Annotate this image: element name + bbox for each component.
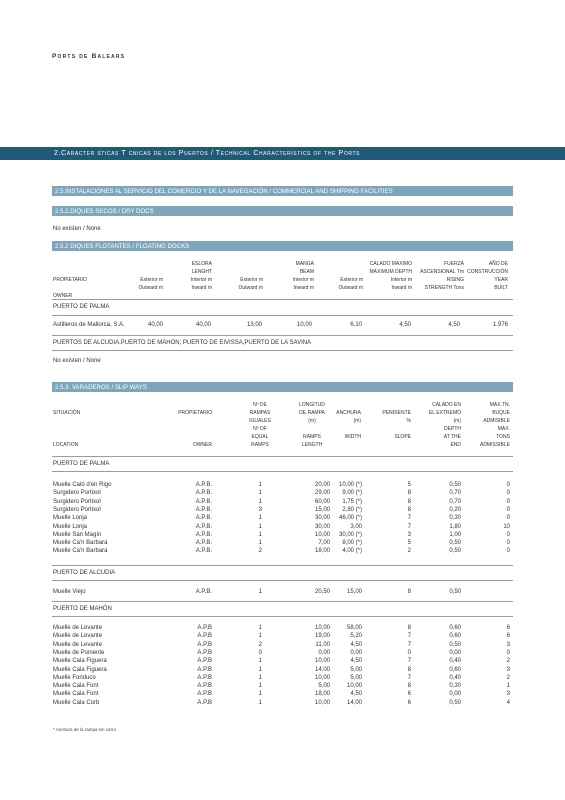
sw-owner-cell: A.P.B: [197, 625, 212, 631]
divider: [52, 335, 513, 336]
sw-owner-cell: A.P.B.: [195, 523, 212, 530]
fd-header-fuerza: FUERZA ASCENSIONAL Tm RISING STRENGTH Tons: [420, 261, 464, 291]
sw-width-cell: 4,50: [350, 658, 362, 665]
sw-ramps-cell: 1: [258, 633, 262, 640]
sw-slope-cell: 7: [407, 658, 411, 665]
sw-tons-cell: 0: [506, 498, 510, 505]
fd-cell: 13,00: [246, 322, 262, 328]
sw-owner-cell: A.P.B: [197, 633, 212, 640]
sw-depth-cell: 0,00: [449, 649, 461, 656]
sw-location-cell: Muelle Cala Figuera: [53, 666, 107, 673]
fd-cell: 40,00: [147, 322, 163, 328]
sw-ramps-cell: 2: [258, 641, 262, 648]
sw-length-cell: 7,00: [318, 540, 330, 547]
table-row: [0, 691, 565, 699]
sw-group-label: PUERTO DE MAHÓN: [53, 606, 112, 612]
sw-width-cell: 15,00: [346, 589, 362, 595]
sw-ramps-cell: 1: [258, 683, 262, 690]
sw-location-cell: Muelle Ca'n Barbará: [53, 548, 108, 555]
sw-width-cell: 58,00: [346, 625, 362, 631]
section-2-5-2-bar: 2.5.2 DIQUES FLOTANTES / FLOATING DOCKS: [52, 241, 513, 251]
fd-owner-cell: Astilleros de Mallorca, S.A.: [53, 322, 125, 328]
sw-owner-cell: A.P.B.: [195, 515, 212, 522]
table-row: [0, 515, 565, 523]
sw-header-buque: MAX.TN. BUQUE ADMISIBLE MAX. TONS ADMISSIBLE: [479, 402, 510, 448]
divider: [52, 456, 513, 457]
sw-ramps-cell: 1: [258, 658, 262, 665]
sw-header-situacion: SITUACIÓN LOCATION: [53, 410, 81, 448]
sw-depth-cell: 0,50: [449, 641, 461, 648]
sw-length-cell: 30,00: [314, 515, 330, 522]
sw-slope-cell: 0: [407, 649, 411, 656]
sw-tons-cell: 0: [506, 649, 510, 656]
sw-location-cell: Muelle de Levante: [53, 625, 103, 631]
sw-location-cell: Muelle Cala Corb: [53, 699, 100, 706]
table-row: [0, 548, 565, 556]
table-row: [0, 658, 565, 666]
sw-depth-cell: 0,50: [449, 589, 461, 595]
sw-depth-cell: 0,00: [449, 691, 461, 698]
divider: [52, 616, 513, 617]
sw-tons-cell: 2: [506, 658, 510, 665]
sw-tons-cell: 0: [506, 515, 510, 522]
sw-location-cell: Muelle Fonduco: [53, 674, 96, 681]
sw-ramps-cell: 3: [258, 506, 262, 513]
sw-location-cell: Muelle Lonja: [53, 515, 88, 522]
sw-length-cell: 0,00: [318, 649, 330, 656]
sw-location-cell: Muelle de Levante: [53, 633, 103, 640]
fd-header-calado: CALADO MAXIMO MAXIMUM DEPTH Interior m Inward m: [369, 261, 412, 291]
sw-tons-cell: 2: [506, 674, 510, 681]
sw-width-cell: 4,50: [350, 641, 362, 648]
sw-owner-cell: A.P.B: [197, 699, 212, 706]
brand-header: Ports de Balears: [52, 53, 126, 60]
table-row: [0, 650, 565, 658]
fd-cell: 6,10: [350, 322, 362, 328]
sw-length-cell: 11,00: [315, 641, 330, 648]
sw-slope-cell: 7: [407, 641, 411, 648]
footnote: * Anchura de la rampa sin carro: [53, 727, 117, 732]
fd-header-eslora-outward: Exterior m Outward m: [238, 277, 263, 291]
sw-length-cell: 18,00: [314, 548, 330, 555]
sw-tons-cell: 6: [506, 633, 510, 640]
sw-ramps-cell: 1: [258, 625, 262, 631]
table-row: [0, 490, 565, 498]
sw-width-cell: 5,20: [350, 633, 362, 640]
sw-depth-cell: 0,50: [449, 699, 461, 706]
sw-ramps-cell: 1: [258, 540, 262, 547]
sw-location-cell: Muelle de Levante: [53, 641, 103, 648]
sw-slope-cell: 8: [407, 666, 411, 673]
sw-ramps-cell: 1: [258, 498, 262, 505]
sw-tons-cell: 3: [506, 666, 510, 673]
table-row: [0, 589, 565, 597]
sw-depth-cell: 0,70: [449, 498, 461, 505]
sw-tons-cell: 0: [506, 540, 510, 547]
table-row: [0, 499, 565, 507]
sw-owner-cell: A.P.B: [197, 641, 212, 648]
sw-depth-cell: 1,00: [449, 531, 461, 538]
sw-tons-cell: 10: [503, 523, 510, 530]
sw-length-cell: 15,00: [314, 506, 330, 513]
sw-width-cell: 10,00 (*): [338, 482, 362, 488]
sw-location-cell: Surgidero Portixol: [53, 506, 101, 513]
sw-owner-cell: A.P.B.: [195, 548, 212, 555]
sw-slope-cell: 7: [407, 523, 411, 530]
sw-slope-cell: 2: [407, 548, 411, 555]
sw-slope-cell: 7: [407, 515, 411, 522]
sw-tons-cell: 1: [506, 683, 510, 690]
sw-depth-cell: 0,60: [449, 633, 461, 640]
sw-owner-cell: A.P.B: [197, 674, 212, 681]
sw-location-cell: Muelle Viejo: [53, 589, 86, 595]
sw-ramps-cell: 1: [258, 589, 262, 595]
sw-ramps-cell: 1: [258, 523, 262, 530]
sw-width-cell: 5,00: [350, 674, 362, 681]
sw-length-cell: 14,00: [314, 666, 330, 673]
sw-length-cell: 18,00: [314, 691, 330, 698]
fd-cell: 4,50: [448, 322, 460, 328]
sw-ramps-cell: 1: [258, 699, 262, 706]
table-row: [0, 633, 565, 641]
sw-length-cell: 10,00: [314, 625, 330, 631]
sw-width-cell: 14,00: [346, 699, 362, 706]
sw-tons-cell: 6: [506, 625, 510, 631]
section-2-5-3-bar: 2.5.3. VARADEROS / SLIP WAYS: [52, 382, 513, 392]
sw-depth-cell: 0,20: [449, 506, 461, 513]
sw-header-calado: CALADO EN EL EXTREMO (m) DEPTH AT THE END: [428, 402, 461, 448]
sw-slope-cell: 8: [407, 683, 411, 690]
sw-tons-cell: 0: [506, 531, 510, 538]
sw-slope-cell: 8: [407, 589, 411, 595]
sw-width-cell: 0,00: [350, 649, 362, 656]
sw-width-cell: 5,00: [350, 666, 362, 673]
sw-slope-cell: 5: [407, 482, 411, 488]
sw-ramps-cell: 1: [258, 666, 262, 673]
sw-owner-cell: A.P.B.: [195, 482, 212, 488]
fd-cell: 1.976: [492, 322, 508, 328]
sw-depth-cell: 1,80: [449, 523, 461, 530]
table-row: [0, 700, 565, 708]
sw-ramps-cell: 1: [258, 674, 262, 681]
table-row: [0, 625, 565, 633]
sw-ramps-cell: 1: [258, 482, 262, 488]
sw-width-cell: 4,50: [350, 691, 362, 698]
sw-ramps-cell: 1: [258, 691, 262, 698]
sw-owner-cell: A.P.B.: [195, 540, 212, 547]
sw-ramps-cell: 1: [258, 531, 262, 538]
sw-group-label: PUERTO DE ALCUDIA: [53, 570, 116, 576]
sw-owner-cell: A.P.B: [197, 666, 212, 673]
sw-length-cell: 20,00: [314, 482, 330, 488]
sw-slope-cell: 7: [407, 674, 411, 681]
sw-depth-cell: 0,60: [449, 625, 461, 631]
divider: [52, 299, 513, 300]
sw-slope-cell: 8: [407, 625, 411, 631]
sw-tons-cell: 3: [506, 691, 510, 698]
sw-slope-cell: 7: [407, 633, 411, 640]
sw-width-cell: 10,00: [346, 683, 362, 690]
sw-tons-cell: 0: [506, 548, 510, 555]
sw-location-cell: Muelle Cala Figuera: [53, 658, 107, 665]
fd-header-anio: AÑO DE CONSTRUCCIÓN YEAR BUILT: [467, 261, 508, 291]
sw-location-cell: Muelle Ca'n Barbará: [53, 540, 108, 547]
sw-group-label: PUERTO DE PALMA: [53, 461, 110, 467]
sw-depth-cell: 0,60: [449, 666, 461, 673]
sw-location-cell: Muelle Cala Font: [53, 691, 99, 698]
sw-owner-cell: A.P.B: [197, 658, 212, 665]
sw-tons-cell: 3: [506, 641, 510, 648]
section-2-5-1-bar: 2.5.1.DIQUES SECOS / DRY DOCS: [52, 206, 513, 216]
table-row: [0, 683, 565, 691]
sw-width-cell: 2,80 (*): [342, 506, 362, 513]
sw-width-cell: 8,00 (*): [342, 540, 362, 547]
sw-length-cell: 10,00: [314, 674, 330, 681]
sw-length-cell: 10,00: [314, 531, 330, 538]
divider: [52, 471, 513, 472]
fd-header-eslora-ext: Exterior m Outward m: [138, 277, 163, 291]
sw-length-cell: 20,50: [314, 589, 330, 595]
sw-width-cell: 1,75 (*): [342, 498, 362, 505]
fd-header-eslora: ESLORA LENGHT Interior m Inward m: [190, 261, 212, 291]
sw-depth-cell: 0,30: [449, 515, 461, 522]
table-row: [0, 322, 565, 330]
sw-width-cell: 9,00 (*): [342, 490, 362, 497]
fd-header-manga-outward: Exterior m Outward m: [338, 277, 363, 291]
sw-length-cell: 10,00: [314, 658, 330, 665]
sw-ramps-cell: 2: [258, 548, 262, 555]
main-section-banner: 2.Caracter sticas T cnicas de los Puertos / Technical Characteristics of the Ports: [0, 147, 565, 160]
sw-owner-cell: A.P.B.: [195, 498, 212, 505]
sw-length-cell: 5,00: [318, 683, 330, 690]
divider: [52, 350, 513, 351]
sw-slope-cell: 8: [407, 490, 411, 497]
sw-ramps-cell: 1: [258, 490, 262, 497]
sw-header-rampas: Nº DE RAMPAS IGUALES Nº OF EQUAL RAMPS: [249, 402, 271, 448]
sw-owner-cell: A.P.B.: [195, 589, 212, 595]
sw-ramps-cell: 1: [258, 515, 262, 522]
sw-location-cell: Muelle San Magín: [53, 531, 102, 538]
sw-location-cell: Surgidero Portixol: [53, 498, 101, 505]
sw-slope-cell: 5: [407, 540, 411, 547]
divider: [52, 601, 513, 602]
table-row: [0, 667, 565, 675]
sw-header-longitud: LONGITUD DE RAMPA (m) RAMPS LENGTH: [299, 402, 325, 448]
divider: [52, 565, 513, 566]
sw-depth-cell: 0,50: [449, 548, 461, 555]
sw-width-cell: 30,00 (*): [338, 531, 362, 538]
sw-slope-cell: 8: [407, 498, 411, 505]
sw-depth-cell: 0,40: [449, 658, 461, 665]
fd-cell: 4,50: [399, 322, 411, 328]
sw-depth-cell: 0,30: [449, 683, 461, 690]
sw-owner-cell: A.P.B.: [195, 531, 212, 538]
sw-owner-cell: A.P.B: [197, 691, 212, 698]
fd-header-manga: MANGA BEAM Interior m Inward m: [292, 261, 314, 291]
sw-length-cell: 29,00: [314, 490, 330, 497]
section-2-5-bar: 2.5.INSTALACIONES AL SERVICIO DEL COMERCIO Y DE LA NAVEGACIÓN / COMMERCIAL AND SHIPPING FACILITIES: [52, 186, 513, 196]
sw-location-cell: Muelle Caló d'en Rigo: [53, 482, 112, 488]
sw-depth-cell: 0,50: [449, 482, 461, 488]
sw-depth-cell: 0,70: [449, 490, 461, 497]
fd-cell: 40,00: [195, 322, 211, 328]
fd-cell: 10,00: [296, 322, 312, 328]
sw-location-cell: Surgidero Portixol: [53, 490, 101, 497]
sw-depth-cell: 0,40: [449, 674, 461, 681]
table-row: [0, 507, 565, 515]
table-row: [0, 532, 565, 540]
sw-slope-cell: 8: [407, 506, 411, 513]
sw-owner-cell: A.P.B.: [195, 490, 212, 497]
fd-palma-label: PUERTO DE PALMA: [53, 304, 110, 310]
sw-header-owner: PROPIETARIO OWNER: [178, 410, 212, 448]
divider: [52, 580, 513, 581]
sw-width-cell: 3,00: [350, 523, 362, 530]
sw-tons-cell: 0: [506, 506, 510, 513]
sw-length-cell: 19,00: [314, 633, 330, 640]
sw-owner-cell: A.P.B.: [195, 506, 212, 513]
sw-header-anchura: ANCHURA (m) WIDTH: [336, 410, 361, 440]
sw-depth-cell: 0,50: [449, 540, 461, 547]
sw-owner-cell: A.P.B: [197, 649, 212, 656]
table-row: [0, 482, 565, 490]
sw-width-cell: 46,00 (*): [338, 515, 362, 522]
sw-tons-cell: 0: [506, 482, 510, 488]
sw-slope-cell: 6: [407, 699, 411, 706]
sw-location-cell: Muelle de Poniente: [53, 649, 105, 656]
sw-width-cell: 4,00 (*): [342, 548, 362, 555]
sw-location-cell: Muelle Lonja: [53, 523, 88, 530]
sw-slope-cell: 3: [407, 531, 411, 538]
dry-docs-note: No existen / None: [53, 226, 101, 232]
sw-location-cell: Muelle Cala Font: [53, 683, 99, 690]
table-row: [0, 540, 565, 548]
sw-length-cell: 30,00: [314, 523, 330, 530]
sw-header-pendiente: PENDIENTE % SLOPE: [382, 410, 411, 440]
fd-others-note: No existen / None: [53, 358, 101, 364]
sw-tons-cell: 4: [506, 699, 510, 706]
table-row: [0, 642, 565, 650]
sw-tons-cell: 0: [506, 490, 510, 497]
table-row: [0, 675, 565, 683]
fd-header-owner: PROPIETARIO OWNER: [53, 277, 87, 299]
sw-owner-cell: A.P.B: [197, 683, 212, 690]
sw-length-cell: 10,00: [314, 699, 330, 706]
fd-others-label: PUERTOS DE ALCUDIA,PUERTO DE MAHON, PUERTO DE EIVISSA,PUERTO DE LA SAVINA: [53, 340, 312, 346]
table-row: [0, 524, 565, 532]
sw-length-cell: 60,00: [314, 498, 330, 505]
sw-ramps-cell: 0: [258, 649, 262, 656]
divider: [52, 315, 513, 316]
sw-slope-cell: 6: [407, 691, 411, 698]
